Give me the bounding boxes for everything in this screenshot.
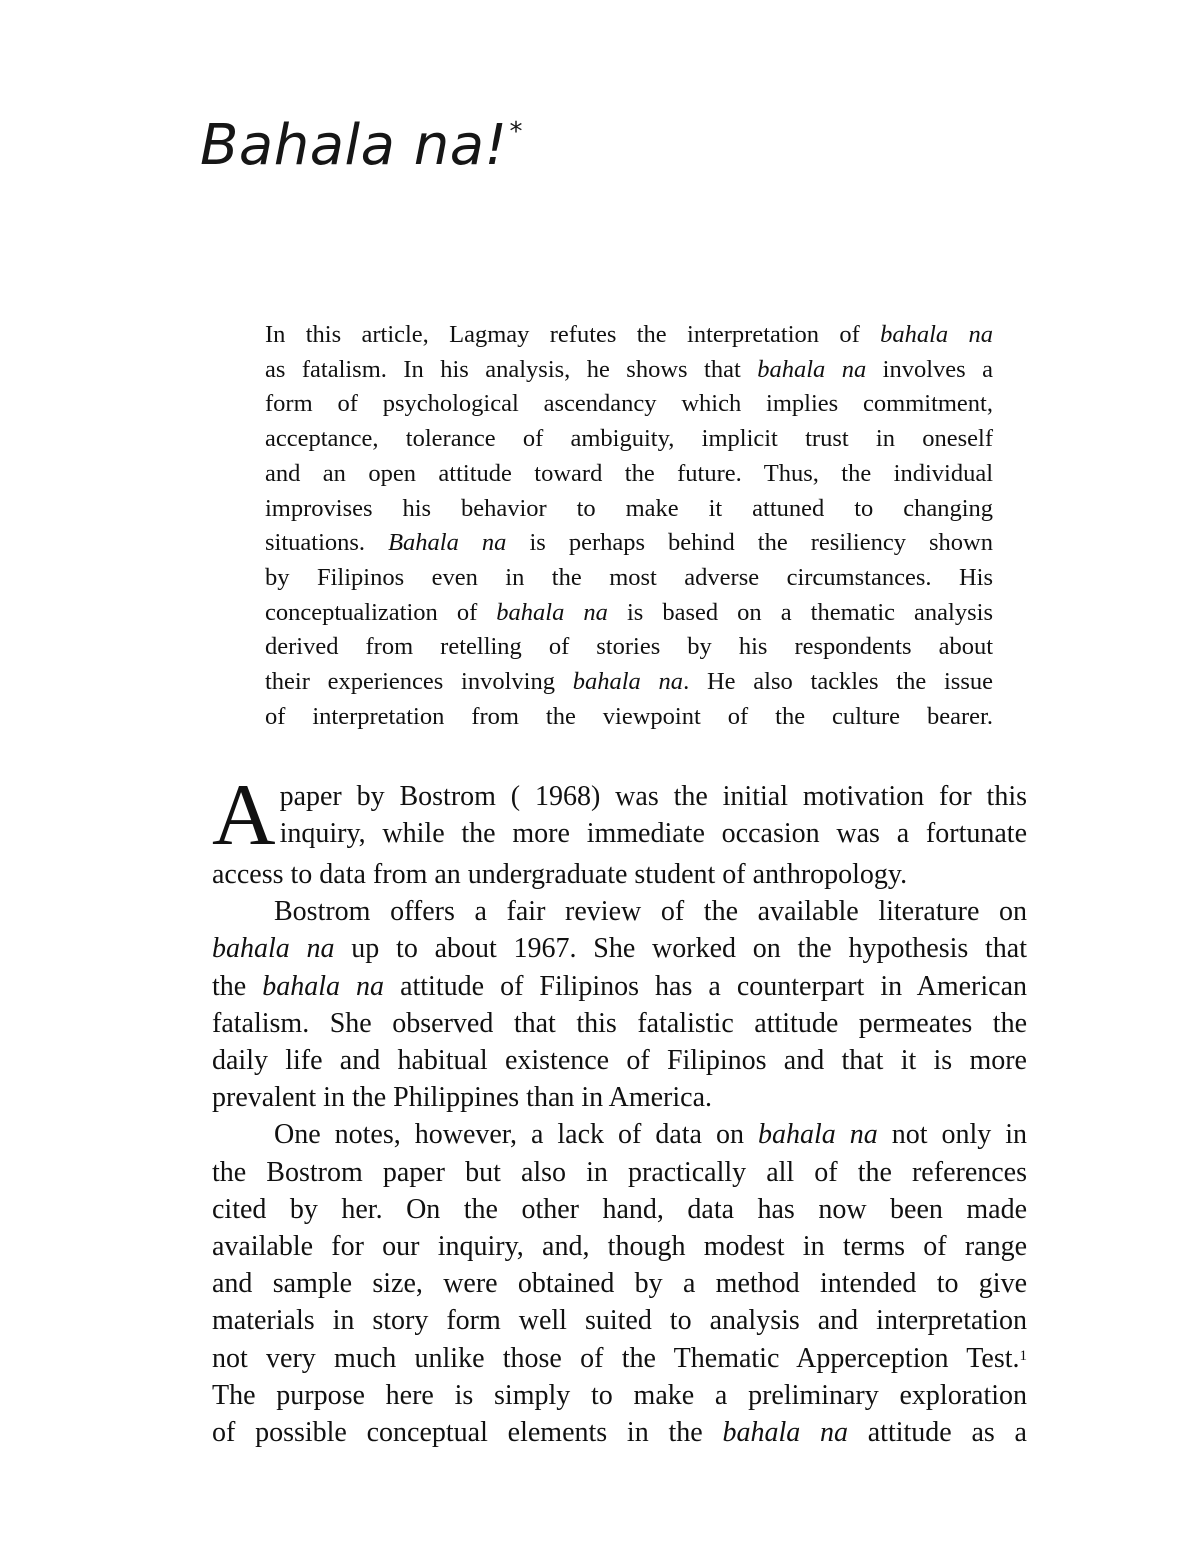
body-line: prevalent in the Philippines than in America. xyxy=(212,1082,712,1114)
article-title-text: Bahala na! xyxy=(200,113,508,178)
italic-term: Bahala na xyxy=(388,529,507,557)
italic-term: bahala na xyxy=(880,321,993,348)
footnote-reference: 1 xyxy=(1019,1347,1027,1364)
italic-term: bahala na xyxy=(572,668,684,696)
body-line: fatalism. She observed that this fatalistic attitude permeates the xyxy=(212,1007,1027,1039)
body-line: of possible conceptual elements in the bahala na attitude as a xyxy=(212,1417,1027,1449)
italic-term: bahala na xyxy=(722,1417,848,1449)
article-title xyxy=(200,113,523,178)
body-line: access to data from an undergraduate student of anthropology. xyxy=(212,859,908,890)
body-line: not very much unlike those of the Thematic Apperception Test.$^1$ xyxy=(212,1342,1027,1374)
abstract-line: as fatalism. In his analysis, he shows that bahala na involves a xyxy=(265,355,994,383)
italic-term: bahala na xyxy=(212,933,335,965)
body-line: materials in story form well suited to analysis and interpretation xyxy=(212,1305,1027,1337)
body-line: The purpose here is simply to make a preliminary exploration xyxy=(212,1379,1027,1411)
abstract-line: acceptance, tolerance of ambiguity, implicit trust in oneself xyxy=(265,425,993,453)
abstract-line: situations. Bahala na is perhaps behind the resiliency shown xyxy=(265,529,993,557)
italic-term: bahala na xyxy=(757,1119,878,1151)
abstract-line: and an open attitude toward the future. Thus, the individual xyxy=(265,459,993,487)
body-line: the bahala na attitude of Filipinos has a counterpart in American xyxy=(212,970,1027,1002)
paragraph-2 xyxy=(212,893,1027,1116)
body-line: cited by her. On the other hand, data has now been made xyxy=(212,1193,1027,1225)
dropcap: A xyxy=(212,767,276,864)
body-text xyxy=(212,767,1028,1451)
body-line: inquiry, while the more immediate occasion was a fortunate xyxy=(279,818,1027,850)
body-line: and sample size, were obtained by a method intended to give xyxy=(212,1268,1027,1300)
abstract-line: form of psychological ascendancy which implies commitment, xyxy=(265,390,993,418)
body-line: available for our inquiry, and, though modest in terms of range xyxy=(212,1231,1027,1263)
abstract-line: of interpretation from the viewpoint of the culture bearer. xyxy=(265,702,993,730)
body-line: Bostrom offers a fair review of the available literature on xyxy=(274,896,1027,928)
italic-term: bahala na xyxy=(757,355,867,383)
italic-term: bahala na xyxy=(262,970,385,1002)
abstract-line: their experiences involving bahala na. He also tackles the issue xyxy=(265,668,993,696)
title-footnote-mark: * xyxy=(509,117,523,148)
paragraph-3 xyxy=(212,1116,1027,1451)
body-line: daily life and habitual existence of Filipinos and that it is more xyxy=(212,1045,1027,1077)
body-line: paper by Bostrom ( 1968) was the initial motivation for this xyxy=(279,781,1027,812)
abstract-line: derived from retelling of stories by his respondents about xyxy=(265,633,993,661)
abstract-line: conceptualization of bahala na is based on a thematic analysis xyxy=(265,598,993,626)
abstract-line: by Filipinos even in the most adverse circumstances. His xyxy=(265,563,993,591)
abstract-line: In this article, Lagmay refutes the interpretation of bahala na xyxy=(265,321,993,348)
body-line: bahala na up to about 1967. She worked on the hypothesis that xyxy=(212,933,1028,965)
abstract xyxy=(265,318,993,734)
abstract-line: improvises his behavior to make it attuned to changing xyxy=(265,494,993,522)
body-line: One notes, however, a lack of data on bahala na not only in xyxy=(274,1119,1027,1151)
body-line: the Bostrom paper but also in practically all of the references xyxy=(212,1156,1027,1188)
italic-term: bahala na xyxy=(496,598,608,626)
